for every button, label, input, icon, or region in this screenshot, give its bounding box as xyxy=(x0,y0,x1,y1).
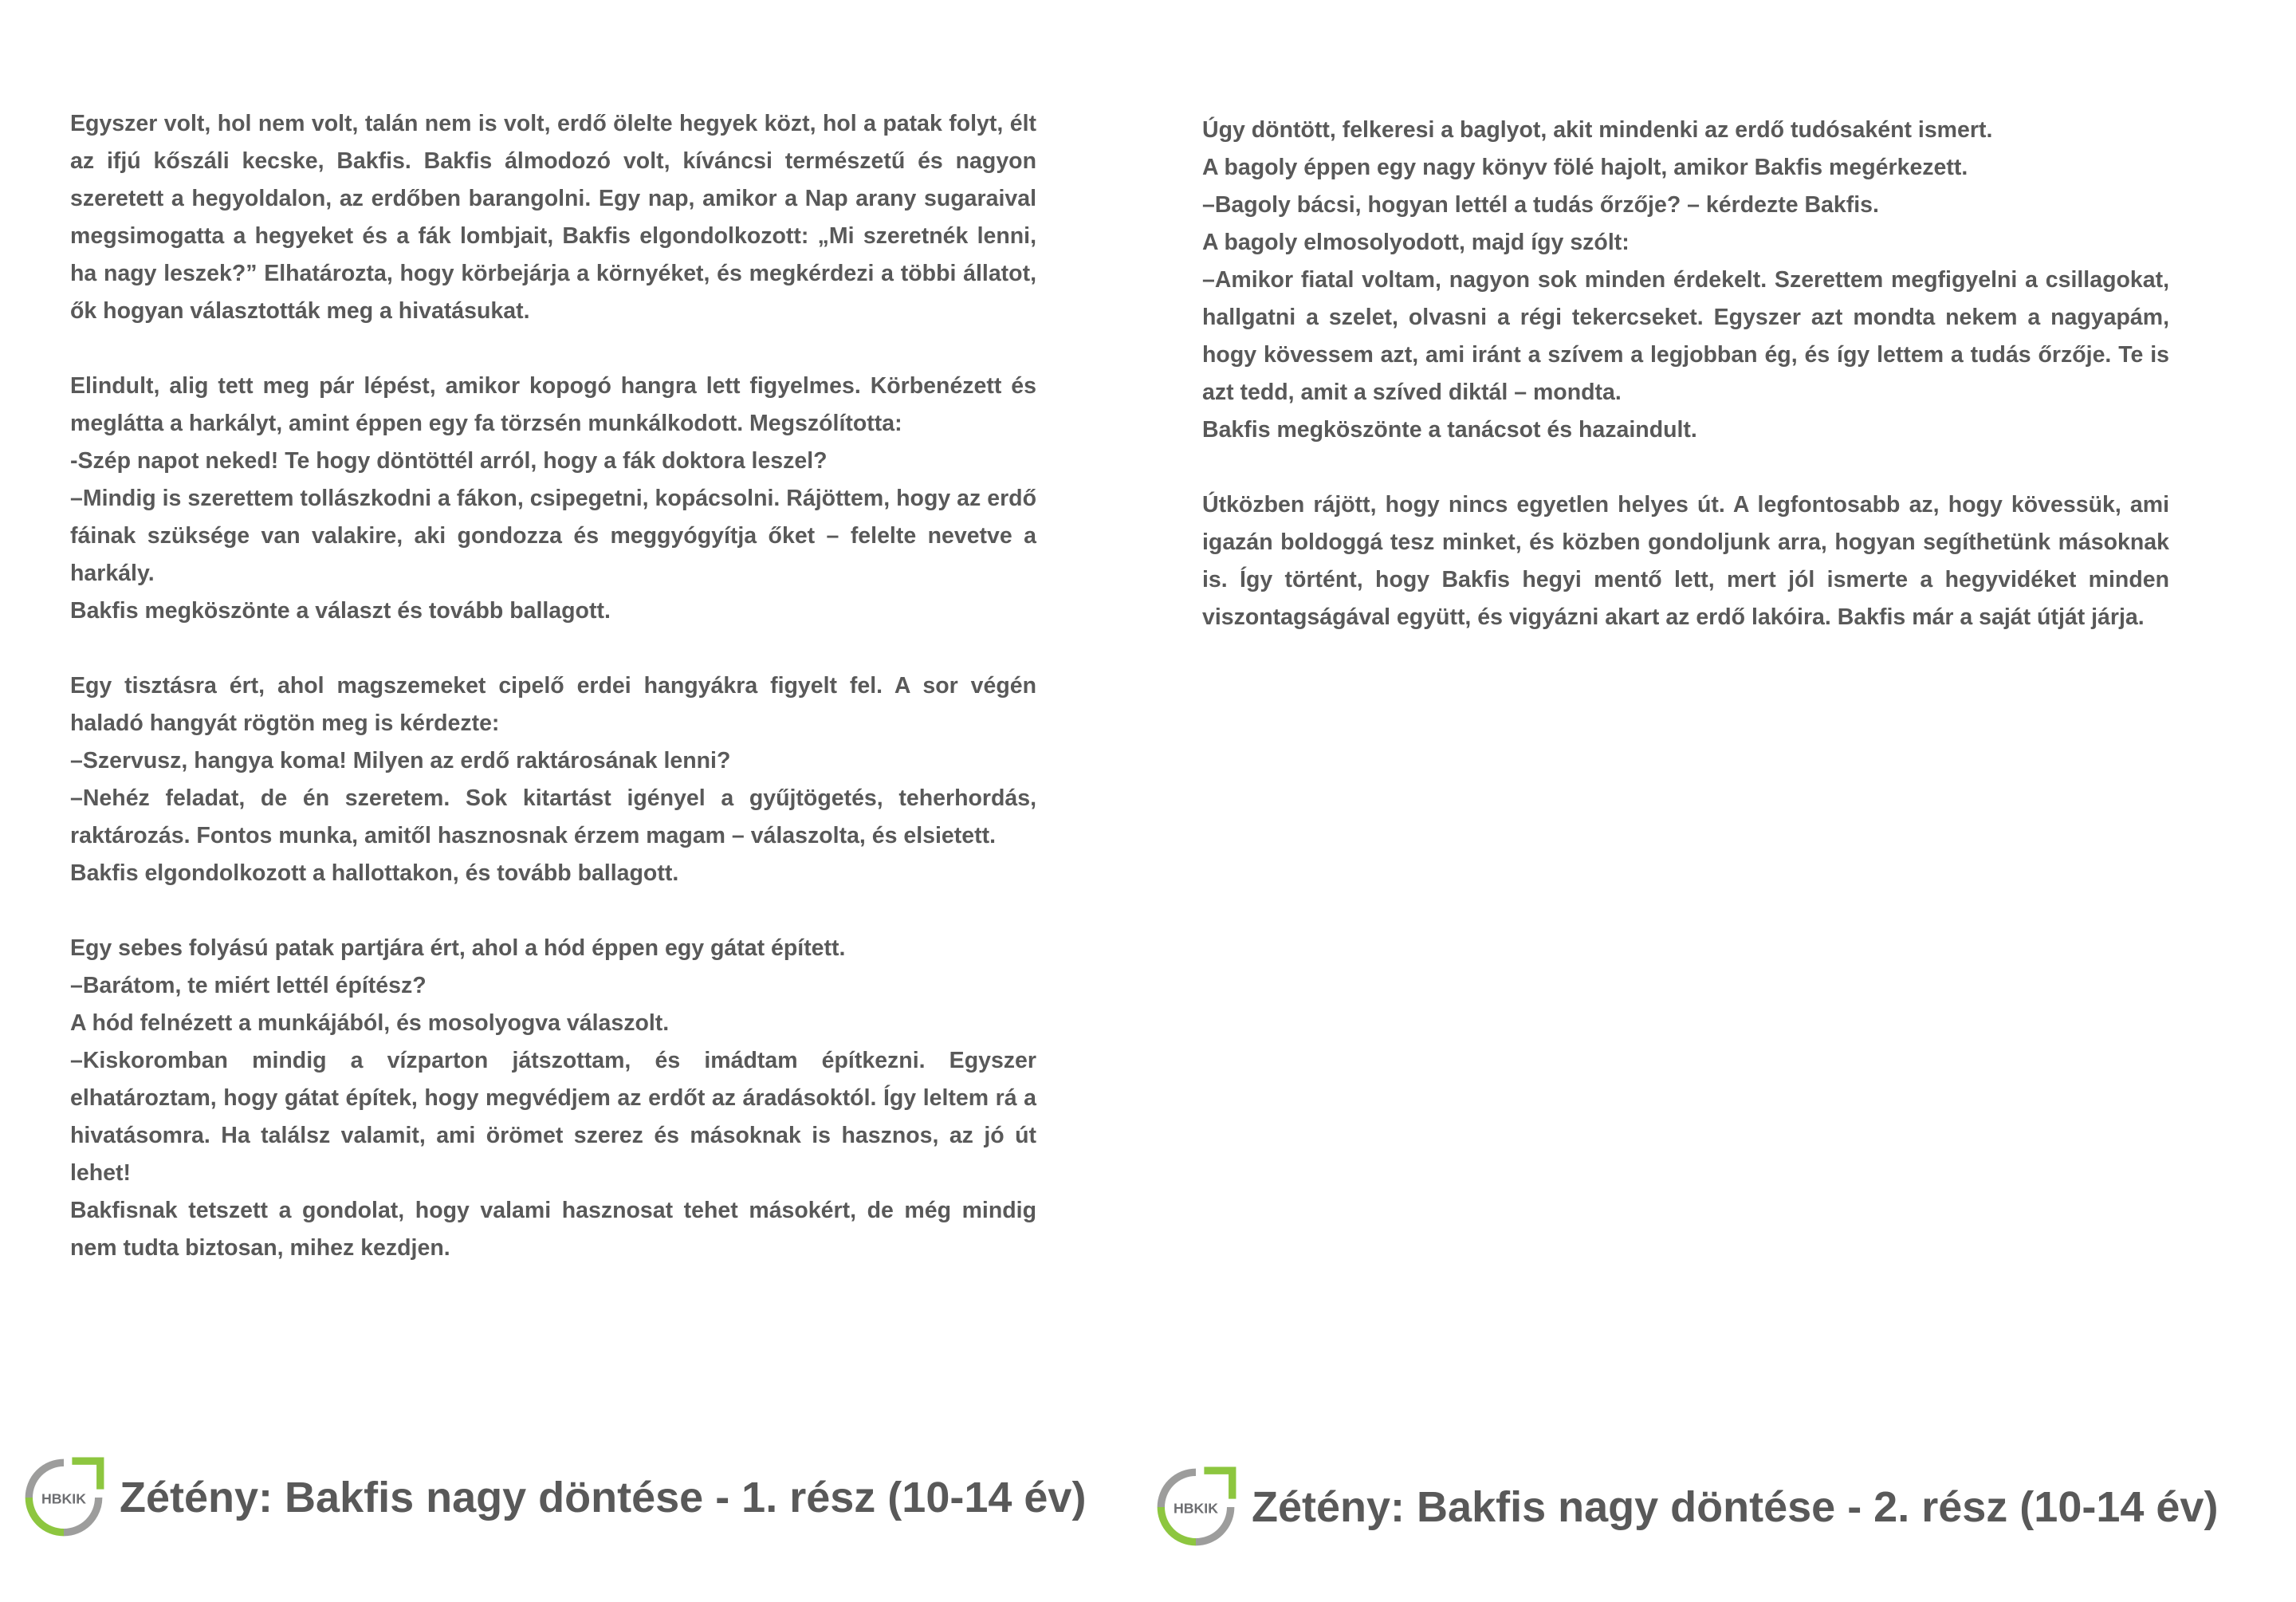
paragraph: A bagoly elmosolyodott, majd így szólt: xyxy=(1202,230,1630,255)
right-page-footer xyxy=(1154,1466,2218,1549)
paragraph: –Nehéz feladat, de én szeretem. Sok kitartást igényel a gyűjtögetés, teherhordás, raktározás. Fontos munka, amitől hasznosnak érzem magam – válaszolta, és elsietett. xyxy=(70,785,1036,848)
left-page-text xyxy=(70,105,1036,1267)
paragraph: Útközben rájött, hogy nincs egyetlen helyes út. A legfontosabb az, hogy kövessük, ami igazán boldoggá tesz minket, és közben gondoljunk arra, hogyan segíthetünk másoknak is. Így történt, hogy Bakfis hegyi mentő lett, mert jól ismerte a hegyvidéket minden viszontagságával együtt, és vigyázni akart az erdő lakóira. Bakfis már a saját útját járja. xyxy=(1202,492,2169,630)
paragraph: Egy sebes folyású patak partjára ért, ahol a hód éppen egy gátat épített. xyxy=(70,935,846,961)
paragraph: A hód felnézett a munkájából, és mosolyogva válaszolt. xyxy=(70,1010,670,1036)
paragraph: Bakfis megköszönte a választ és tovább ballagott. xyxy=(70,598,611,624)
hbkik-logo xyxy=(1154,1466,1237,1549)
paragraph: –Szervusz, hangya koma! Milyen az erdő raktárosának lenni? xyxy=(70,748,731,773)
page-title: Zétény: Bakfis nagy döntése - 1. rész (10-14 év) xyxy=(120,1474,1087,1521)
paragraph: –Barátom, te miért lettél építész? xyxy=(70,973,427,998)
paragraph: Bakfis elgondolkozott a hallottakon, és tovább ballagott. xyxy=(70,860,679,886)
logo-text: HBKIK xyxy=(41,1490,86,1507)
paragraph: –Bagoly bácsi, hogyan lettél a tudás őrzője? – kérdezte Bakfis. xyxy=(1202,192,1879,218)
paragraph: Úgy döntött, felkeresi a baglyot, akit mindenki az erdő tudósaként ismert. xyxy=(1202,117,1993,143)
paragraph: –Mindig is szerettem tollászkodni a fákon, csipegetni, kopácsolni. Rájöttem, hogy az erdő fáinak szüksége van valakire, aki gondozza és meggyógyítja őket – felelte nevetve a harkály. xyxy=(70,486,1036,586)
paragraph: –Kiskoromban mindig a vízparton játszottam, és imádtam építkezni. Egyszer elhatároztam, hogy gátat építek, hogy megvédjem az erdőt az áradásoktól. Így leltem rá a hivatásomra. Ha találsz valamit, ami örömet szerez és másoknak is hasznos, az jó út lehet! xyxy=(70,1048,1036,1186)
hbkik-logo xyxy=(22,1456,105,1539)
paragraph: -Szép napot neked! Te hogy döntöttél arról, hogy a fák doktora leszel? xyxy=(70,448,828,474)
page-title: Zétény: Bakfis nagy döntése - 2. rész (10-14 év) xyxy=(1252,1483,2219,1531)
logo-text: HBKIK xyxy=(1174,1500,1218,1517)
paragraph: Elindult, alig tett meg pár lépést, amikor kopogó hangra lett figyelmes. Körbenézett és meglátta a harkályt, amint éppen egy fa törzsén munkálkodott. Megszólította: xyxy=(70,373,1036,436)
paragraph: A bagoly éppen egy nagy könyv fölé hajolt, amikor Bakfis megérkezett. xyxy=(1202,155,1968,180)
paragraph: Egy tisztásra ért, ahol magszemeket cipelő erdei hangyákra figyelt fel. A sor végén haladó hangyát rögtön meg is kérdezte: xyxy=(70,673,1036,736)
paragraph: Bakfis megköszönte a tanácsot és hazaindult. xyxy=(1202,417,1697,443)
paragraph: –Amikor fiatal voltam, nagyon sok minden érdekelt. Szerettem megfigyelni a csillagokat, hallgatni a szelet, olvasni a régi tekercseket. Egyszer azt mondta nekem a nagyapám, hogy kövessem azt, ami iránt a szívem a legjobban ég, és így lettem a tudás őrzője. Te is azt tedd, amit a szíved diktál – mondta. xyxy=(1202,267,2169,405)
right-page-text xyxy=(1202,112,2169,636)
left-page-footer xyxy=(22,1456,1086,1539)
paragraph: Bakfisnak tetszett a gondolat, hogy valami hasznosat tehet másokért, de még mindig nem tudta biztosan, mihez kezdjen. xyxy=(70,1198,1036,1261)
paragraph: Egyszer volt, hol nem volt, talán nem is volt, erdő ölelte hegyek közt, hol a patak folyt, élt az ifjú kőszáli kecske, Bakfis. Bakfis álmodozó volt, kíváncsi természetű és nagyon szeretett a hegyoldalon, az erdőben barangolni. Egy nap, amikor a Nap arany sugaraival megsimogatta a hegyeket és a fák lombjait, Bakfis elgondolkozott: „Mi szeretnék lenni, ha nagy leszek?” Elhatározta, hogy körbejárja a környéket, és megkérdezi a többi állatot, ők hogyan választották meg a hivatásukat. xyxy=(70,111,1036,324)
